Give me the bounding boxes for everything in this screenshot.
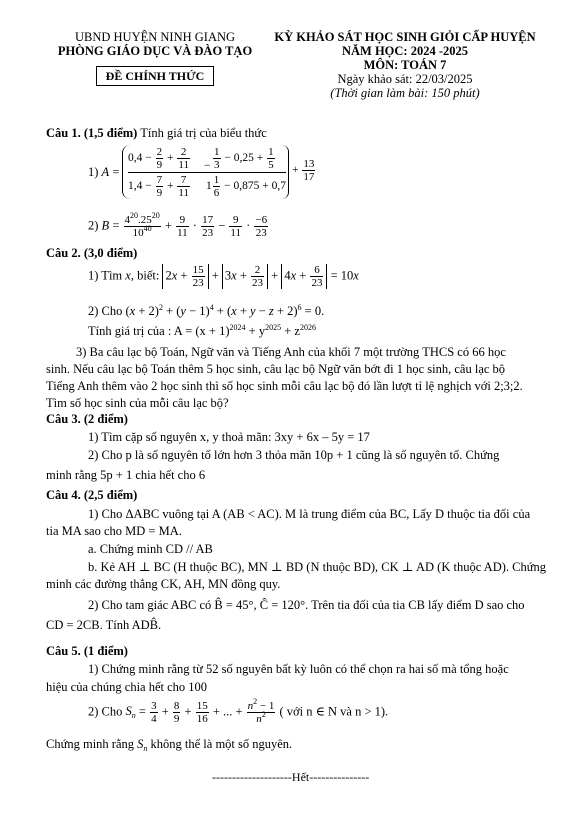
q2-title: Câu 2. (3,0 điểm) (46, 246, 138, 260)
exam-date: Ngày khảo sát: 22/03/2025 (337, 72, 473, 86)
q2-p3-line3: Tiếng Anh thêm vào 2 học sinh thì số học sinh mỗi câu lạc bộ đó lần lượt tỉ lệ nghịch với 2;3;2. (46, 379, 523, 393)
dept-line1: UBND HUYỆN NINH GIANG (74, 30, 236, 44)
q5-p1-line2: hiệu của chúng chia hết cho 100 (46, 680, 208, 694)
q2-p1: 1) Tìm x, biết: 2x + $\frac{15}{23}$ + 3x + $\frac{2}{23}$ + 4x + $\frac{6}{23}$ = 10x (88, 264, 359, 289)
dept-line2: PHÒNG GIÁO DỤC VÀ ĐÀO TẠO (57, 44, 253, 58)
q5-p1-line1: 1) Chứng minh rằng từ 52 số nguyên bất kỳ luôn có thể chọn ra hai số mà tổng hoặc (88, 662, 509, 676)
footer-end-mark: --------------------Hết--------------- (212, 770, 370, 784)
q1-title: Câu 1. (1,5 điểm) (46, 126, 138, 140)
exam-subject: MÔN: TOÁN 7 (363, 58, 447, 72)
q4-p2-line2: CD = 2CB. Tính ADB̂. (46, 618, 162, 632)
q2-p2: 2) Cho $(x + 2)^2 + (y - 1)^4 + (x + y - z + 2)^6 = 0$. (88, 303, 325, 318)
frac2-numerator: $\frac{1}{3}$ − 0,25 + $\frac{1}{5}$ (214, 146, 274, 171)
q1-p2-formula: 2) B = $\frac{4^{20}.25^{20}}{10^{40}}$ + $\frac{9}{11}$ · $\frac{17}{23}$ − $\frac{9}{11}$ · $\frac{-6}{23}$ (88, 211, 268, 239)
q2-p3-line1: 3) Ba câu lạc bộ Toán, Ngữ văn và Tiếng Anh của khối 7 một trường THCS có 66 học (76, 345, 506, 359)
q3-p1: 1) Tìm cặp số nguyên x, y thoả mãn: 3xy + 6x – 5y = 17 (88, 430, 370, 444)
exam-page: UBND HUYỆN NINH GIANG PHÒNG GIÁO DỤC VÀ ĐÀO TẠO ĐỀ CHÍNH THỨC KỲ KHẢO SÁT HỌC SINH GIỎI CẤP HUYỆN NĂM HỌC: 2024 -2025 MÔN: TOÁN 7 Ngày khảo sát: 22/03/2025 (Thời gian làm bài: 150 phút) Câu 1. (1,5 điểm) Tính giá trị của biểu thức 1) A = 0,4 − $\frac{2}{9}$ + $\frac{2}{11}$ 1,4 − $\frac{7}{9}$ + $\frac{7}{11}$ − $\frac{1}{3}$ − 0,25 + $\frac{1}{5}$ 1 $\frac{1}{6}$ − 0,875 + 0,7 + $\frac{13}{17}$ 2) B = $\frac{4^{20}.25^{20}}{10^{40}}$ + $\frac{9}{11}$ · $\frac{17}{23}$ − $\frac{9}{11}$ · $\frac{-6}{23}$ Câu 2. (3,0 điểm) 1) Tìm x, biết: 2x + $\frac{15}{23}$ + 3x + $\frac{2}{23}$ + 4x + $\frac{6}{23}$ = 10x 2) Cho $(x + 2)^2 + (y - 1)^4 + (x + y - z + 2)^6 = 0$. Tính giá trị của : $A = (x + 1)^{2024} + y^{2025} + z^{2026}$ 3) Ba câu lạc bộ Toán, Ngữ văn và Tiếng Anh của khối 7 một trường THCS có 66 học sinh. Nếu câu lạc bộ Toán thêm 5 học sinh, câu lạc bộ Ngữ văn bớt đi 1 học sinh, câu lạc bộ Tiếng Anh thêm vào 2 học sinh thì số học sinh mỗi câu lạc bộ đó lần lượt tỉ lệ nghịch với 2;3;2. Tìm số học sinh của mỗi câu lạc bộ? Câu 3. (2 điểm) 1) Tìm cặp số nguyên x, y thoả mãn: 3xy + 6x – 5y = 17 2) Cho p là số nguyên tố lớn hơn 3 thỏa mãn 10p + 1 cũng là số nguyên tố. Chứng minh rằng 5p + 1 chia hết cho 6 Câu 4. (2,5 điểm) 1) Cho ΔABC vuông tại A (AB < AC). M là trung điểm của BC, Lấy D thuộc tia đối của tia MA sao cho MD = MA. a. Chứng minh CD // AB b. Kẻ AH ⊥ BC (H thuộc BC), MN ⊥ BD (N thuộc BD), CK ⊥ AD (K thuộc AD). Chứng minh các đường thẳng CK, AH, MN đồng quy. 2) Cho tam giác ABC có B̂ = 45°, Ĉ = 120°. Trên tia đối của tia CB lấy điểm D sao cho CD = 2CB. Tính ADB̂. Câu 5. (1 điểm) 1) Chứng minh rằng từ 52 số nguyên bất kỳ luôn có thể chọn ra hai số mà tổng hoặc hiệu của chúng chia hết cho 100 2) Cho $S_n$ = $\frac{3}{4}$ + $\frac{8}{9}$ + $\frac{15}{16}$ + ... + $\frac{n^2 - 1}{n^2}$ ( với n ∈ N và n > 1). Chứng minh rằng $S_n$ không thể là một số nguyên. --------------------Hết--------------- (0, 0, 585, 816)
q3-p2-line1: 2) Cho p là số nguyên tố lớn hơn 3 thỏa mãn 10p + 1 cũng là số nguyên tố. Chứng (88, 448, 500, 462)
header-right (255, 30, 555, 101)
q3-p2-line2: minh rằng 5p + 1 chia hết cho 6 (46, 468, 206, 482)
header-left (50, 30, 260, 58)
q5-p2-prove: Chứng minh rằng $S_n$ không thể là một số nguyên. (46, 737, 293, 753)
q4-p2-line1: 2) Cho tam giác ABC có B̂ = 45°, Ĉ = 120°. Trên tia đối của tia CB lấy điểm D sao cho (88, 598, 525, 612)
q3-title: Câu 3. (2 điểm) (46, 412, 128, 426)
q1-text: Tính giá trị của biểu thức (140, 126, 267, 140)
q5-p2: 2) Cho $S_n$ = $\frac{3}{4}$ + $\frac{8}{9}$ + $\frac{15}{16}$ + ... + $\frac{n^2 - 1}{n^2}$ ( với n ∈ N và n > 1). (88, 697, 389, 725)
q2-p3-line2: sinh. Nếu câu lạc bộ Toán thêm 5 học sinh, câu lạc bộ Ngữ văn bớt đi 1 học sinh, câu lạc bộ (46, 362, 506, 376)
exam-year: NĂM HỌC: 2024 -2025 (341, 44, 469, 58)
q4-p1-line2: tia MA sao cho MD = MA. (46, 524, 182, 538)
q4-title: Câu 4. (2,5 điểm) (46, 488, 138, 502)
q1-p1-label: 1) A = (88, 165, 120, 179)
q5-title: Câu 5. (1 điểm) (46, 644, 128, 658)
official-box: ĐỀ CHÍNH THỨC (96, 66, 214, 86)
q1-heading (46, 126, 267, 141)
q4-p1-line1: 1) Cho ΔABC vuông tại A (AB < AC). M là trung điểm của BC, Lấy D thuộc tia đối của (88, 507, 531, 521)
frac1-numerator: 0,4 − $\frac{2}{9}$ + $\frac{2}{11}$ (128, 146, 189, 171)
frac1-denominator: 1,4 − $\frac{7}{9}$ + $\frac{7}{11}$ (128, 174, 189, 199)
q2-p3-line4: Tìm số học sinh của mỗi câu lạc bộ? (46, 396, 229, 410)
exam-duration: (Thời gian làm bài: 150 phút) (330, 86, 480, 100)
big-fraction-bar (128, 172, 286, 173)
q4-pb-line1: b. Kẻ AH ⊥ BC (H thuộc BC), MN ⊥ BD (N thuộc BD), CK ⊥ AD (K thuộc AD). Chứng (88, 560, 547, 574)
frac2-denominator: 1 $\frac{1}{6}$ − 0,875 + 0,7 (206, 174, 286, 199)
q2-p2-calc: Tính giá trị của : $A = (x + 1)^{2024} + y^{2025} + z^{2026}$ (88, 323, 316, 338)
q1-p1-tail: + $\frac{13}{17}$ (292, 158, 315, 183)
q4-pb-line2: minh các đường thẳng CK, AH, MN đồng quy. (46, 577, 281, 591)
q4-pa: a. Chứng minh CD // AB (88, 542, 213, 556)
exam-title: KỲ KHẢO SÁT HỌC SINH GIỎI CẤP HUYỆN (274, 30, 536, 44)
